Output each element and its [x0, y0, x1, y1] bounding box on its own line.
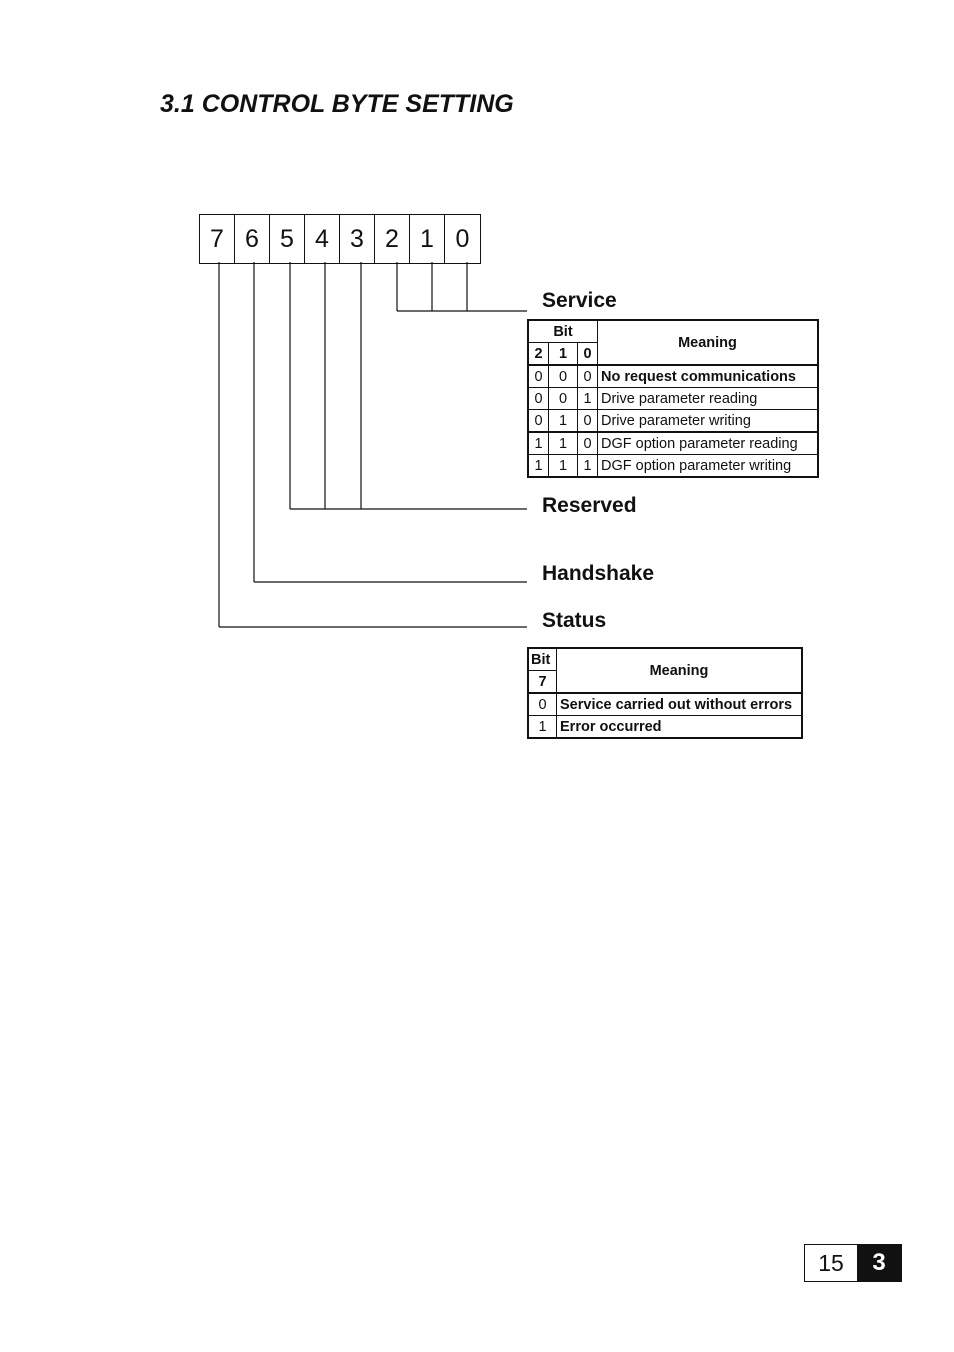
table-row — [528, 716, 802, 739]
status-label: Status — [542, 609, 607, 632]
status-bit-header: Bit — [528, 648, 557, 671]
status-col-bit7: 7 — [528, 671, 557, 694]
cell-meaning: Drive parameter reading — [598, 388, 819, 410]
bit-0-cell: 0 — [455, 224, 470, 253]
table-row — [528, 410, 818, 433]
cell-bit0: 1 — [578, 388, 598, 410]
table-row — [528, 388, 818, 410]
cell-bit1: 1 — [549, 455, 578, 478]
status-table — [527, 647, 803, 739]
service-bit-header: Bit — [528, 320, 598, 343]
service-label: Service — [542, 289, 617, 312]
cell-bit2: 1 — [528, 432, 549, 455]
handshake-label: Handshake — [542, 562, 655, 585]
status-meaning-header: Meaning — [557, 648, 803, 693]
cell-bit0: 0 — [578, 432, 598, 455]
page-footer-tab — [804, 1244, 902, 1282]
bit-4-cell: 4 — [305, 215, 340, 263]
cell-bit0: 0 — [578, 365, 598, 388]
cell-meaning: DGF option parameter reading — [598, 432, 819, 455]
bit-7-cell: 7 — [200, 215, 235, 263]
bit-5-cell: 5 — [270, 215, 305, 263]
bit-6-cell: 6 — [235, 215, 270, 263]
page-number: 15 — [805, 1245, 857, 1281]
table-row — [528, 432, 818, 455]
service-col-bit2: 2 — [528, 343, 549, 366]
cell-bit1: 1 — [549, 432, 578, 455]
cell-bit2: 0 — [528, 365, 549, 388]
chapter-number: 3 — [857, 1245, 901, 1281]
cell-bit7: 0 — [528, 693, 557, 716]
cell-meaning: Drive parameter writing — [598, 410, 819, 433]
bit-2-cell: 2 — [375, 215, 410, 263]
bit-1-cell: 1 — [410, 215, 445, 263]
bit-3-cell: 3 — [340, 215, 375, 263]
cell-bit7: 1 — [528, 716, 557, 739]
table-row — [528, 365, 818, 388]
page-title: 3.1 CONTROL BYTE SETTING — [160, 90, 514, 118]
cell-meaning: Service carried out without errors — [557, 693, 803, 716]
service-col-bit0: 0 — [578, 343, 598, 366]
cell-bit2: 0 — [528, 388, 549, 410]
cell-bit0: 0 — [578, 410, 598, 433]
service-table — [527, 319, 819, 478]
service-col-bit1: 1 — [549, 343, 578, 366]
reserved-label: Reserved — [542, 494, 637, 517]
table-row — [528, 455, 818, 478]
cell-bit2: 1 — [528, 455, 549, 478]
cell-bit1: 0 — [549, 365, 578, 388]
service-meaning-header: Meaning — [598, 320, 819, 365]
cell-bit2: 0 — [528, 410, 549, 433]
cell-bit1: 1 — [549, 410, 578, 433]
cell-bit1: 0 — [549, 388, 578, 410]
cell-meaning: No request communications — [598, 365, 819, 388]
cell-meaning: Error occurred — [557, 716, 803, 739]
cell-meaning: DGF option parameter writing — [598, 455, 819, 478]
table-row — [528, 693, 802, 716]
cell-bit0: 1 — [578, 455, 598, 478]
